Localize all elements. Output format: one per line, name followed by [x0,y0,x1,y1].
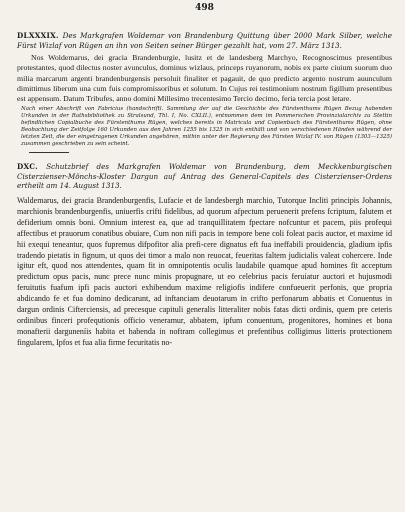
section-heading-2 [17,162,392,191]
latin-text-2: Waldemarus, dei gracia Brandenburgenfis, Lufacie et de landesbergh marchio, Tutorque Incliti principis Johannis, marchionis brandenburgenfis, uniuerfis crifti fidelibus, ad quorum afpectum peruenerit prefens fcriptum, falutem et defiderium omnis boni. Omnium interest ea, que ad tranquillitatem fpectare nofcuntur et pacem, piis profequi affectibus et prauorum conatibus obuiare, Cum non nifi pacis in tempore bene coli foleat pacis auctor, et maxime id hii exequi teneantur, quos fupremus difpofitor alia prefi-cere dignatus eft fua ineffabili prouidencia, gladium ipfis tradendo pietatis in fignum, ut quos dei timor a malo non reuocat, feueritas faltem judicialis valeat cohercere. Inde igitur eft, quod nos attendentes, quam fit in omnipotentis oculis laudabile quamque apud homines fit acceptum predictum opus pacis, nunc prece nunc minis propugnare, ut eo celebrius pacis feruiatur auctori et hujusmodi feruitutis fuafum ipfi pacis auctori exhibendum maxime religiofis indifere confueuerit perfonis, que propria abdicando fe et fua domino dedicarunt, ad inftanciam deuotarum in crifto perfonarum abbatis et Conuentus in dargun ordinis Cifterciensis, ad precesque capituli generalis litteraliter nobis fatas dicti ordinis, quem pre ceteris ordinibus finceri profequtionis officio veneramur, abbatem, ipfum conuentum, progenitores, homines et bona monafterii darguneníis habita et habenda in noftram collegimus et prefentibus colligimus litteris protectionem fingularem, Ipfos et fua alia firme fecuritatis no- [17,195,392,347]
section-heading-1 [17,31,392,50]
page-number: 498 [195,3,214,13]
section-title-2: Schutzbrief des Markgrafen Woldemar von Brandenburg, dem Meckkenburgischen Cisterzienser-Mönchs-Kloster Dargun auf Antrag des General-Capitels des Cisterzienser-Ordens ertheilt am 14. August 1313. [17,162,392,191]
divider [29,152,69,153]
latin-text-1: Nos Woldemarus, dei gracia Brandenburgie, lusitz et de landesberg Marchyo, Recognoscimus presentibus protestantes, quod dilectus noster avunculus, dominus wizlaus, princeps ruyanorum, nobis ex parte ciuium suorum duo milia marcarum argenti brandenburgensis persoluit finaliter et pagauit, de quo predicto argento nostrum auunculum dimittimus liberum una cum fuis compromissoribus et solutum. In Cujus rei testimonium nostrum figillum presentibus est appensum. Datum Tribufes, anno domini Millesimo trecentesimo Tercio decimo, feria tercia post letare. [17,53,392,103]
source-note-1: Nach einer Abschrift von Fabricius (handschriftl. Sammlung der auf die Geschichte des Fürstenthums Rügen Bezug habenden Urkunden in der Rathsbibliothek zu Stralsund, Thl. I, No. CXLII.), entnommen dem im Pommerschen Provinzialarchiv zu Stettin befindlichen Copialbuche des Fürstenthums Rügen, welches bereits in Matricula und Copienbuch des Fürstenthums Rügen, ohne Beobachtung der Zeitfolge 160 Urkunden aus den Jahren 1255 bis 1325 in sich enthält und von verschiedenen Händen während der letzten Zeit, die der eingetragenen Urkunden angehören, mithin unter der Regierung des Fürsten Wizlaf IV. von Rügen (1303—1325) zusammen geschrieben zu sein scheint. [21,106,392,148]
document-section-1 [17,31,392,153]
section-number-2: DXC. [17,162,38,172]
document-section-2 [17,162,392,348]
section-title-1: Des Markgrafen Woldemar von Brandenburg Quittung über 2000 Mark Silber, welche Fürst Wizlaf von Rügen an ihn von Seiten seiner Bürger gezahlt hat, vom 27. März 1313. [17,31,392,50]
section-number-1: DLXXXIX. [17,31,59,40]
